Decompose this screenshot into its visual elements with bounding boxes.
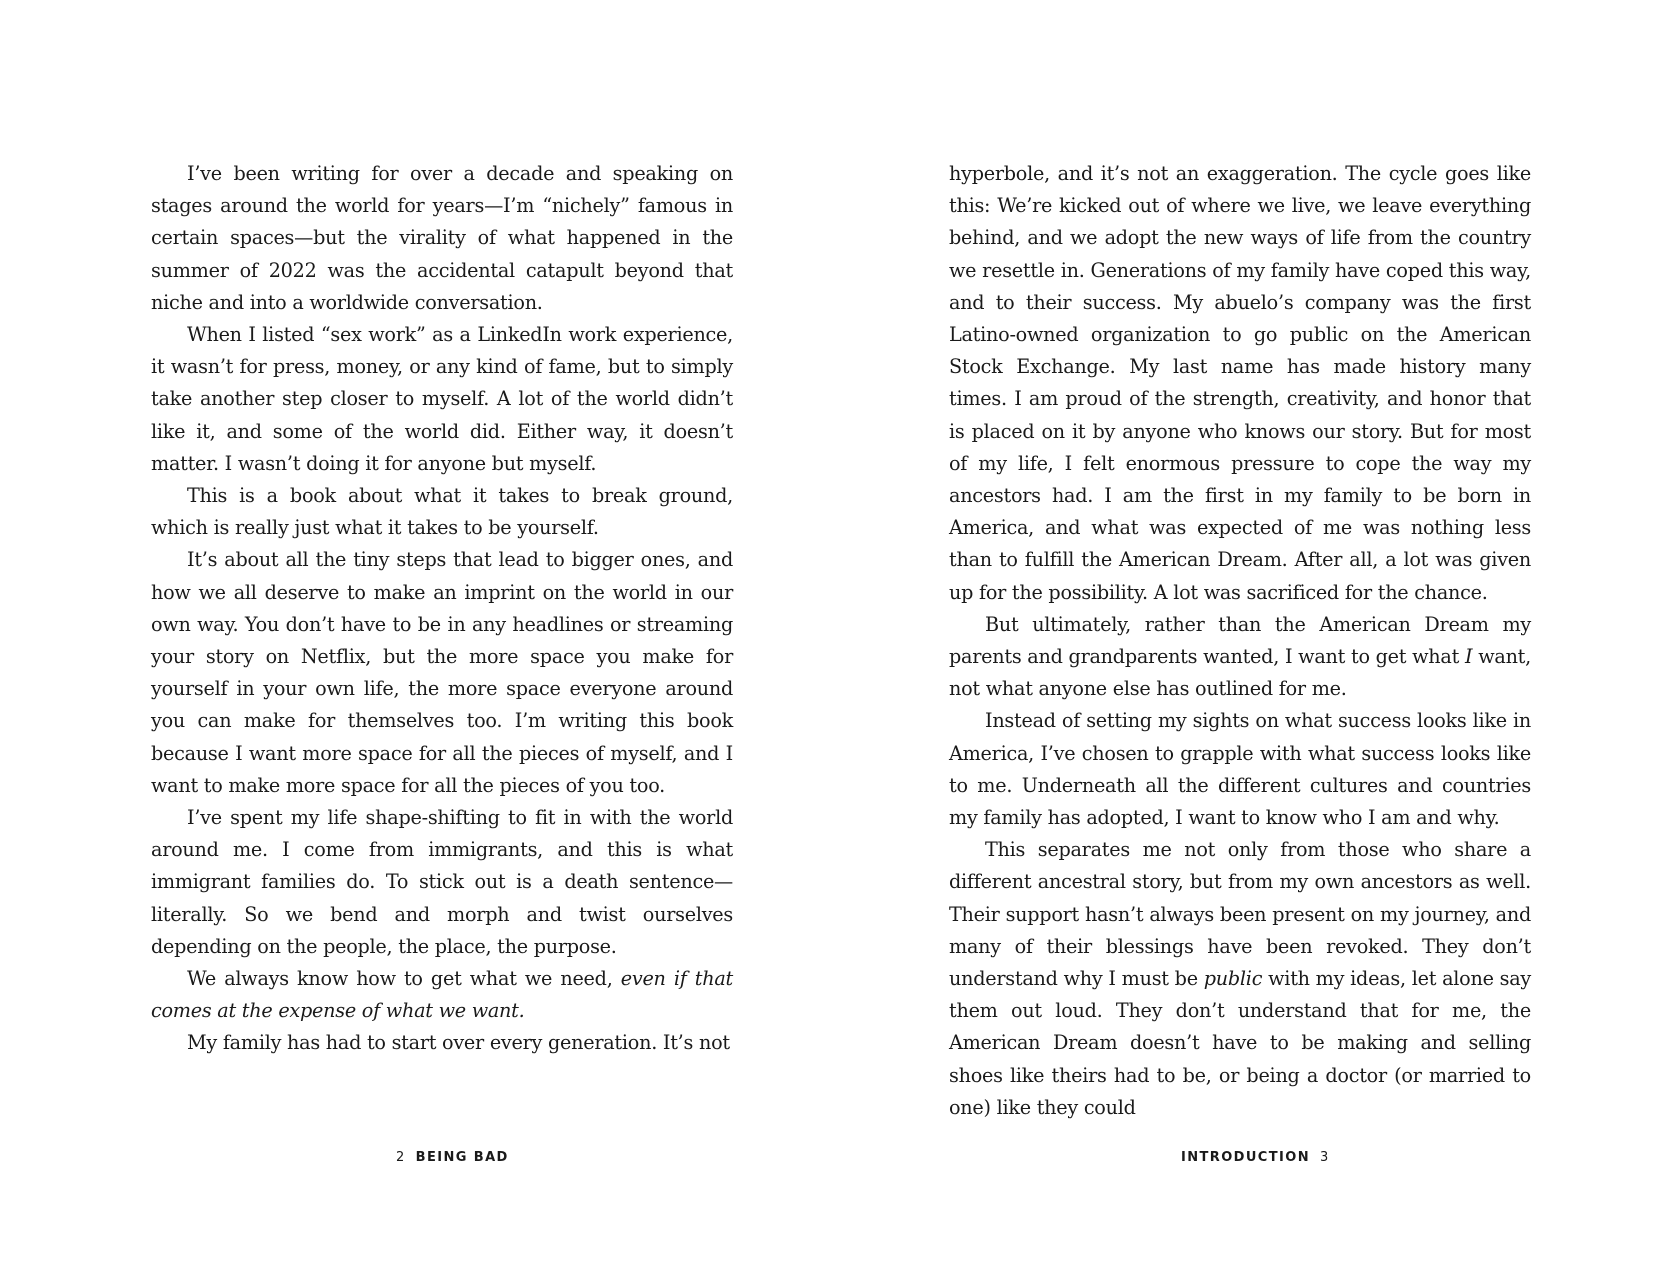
paragraph: When I listed “sex work” as a LinkedIn work experience, it wasn’t for press, money, or any kind of fame, but to simply take another step closer to myself. A lot of the world didn’t like it, and some of the world did. Either way, it doesn’t matter. I wasn’t doing it for anyone but myself. [151, 323, 733, 475]
paragraph: It’s about all the tiny steps that lead to bigger ones, and how we all deserve to make an imprint on the world in our own way. You don’t have to be in any headlines or streaming your story on Netflix, but the more space you make for yourself in your own life, the more space everyone around you can make for themselves too. I’m writing this book because I want more space for all the pieces of myself, and I want to make more space for all the pieces of you too. [151, 548, 733, 797]
paragraph: I’ve been writing for over a decade and speaking on stages around the world for years—I’m “nichely” famous in certain spaces—but the virality of what happened in the summer of 2022 was the accidental catapult beyond that niche and into a worldwide conversation. [151, 162, 733, 314]
paragraph: My family has had to start over every generation. It’s not [187, 1031, 730, 1055]
page-number: 3 [1319, 1150, 1330, 1165]
italic-emphasis: public [1203, 967, 1263, 991]
paragraph: This is a book about what it takes to break ground, which is really just what it takes to be yourself. [151, 484, 733, 540]
paragraph: Instead of setting my sights on what success looks like in America, I’ve chosen to grapple with what success looks like to me. Underneath all the different cultures and countries my family has adopted, I want to know who I am and why. [949, 709, 1531, 830]
paragraph: We always know how to get what we need, even if that comes at the expense of what we want. [151, 967, 734, 1023]
right-page-footer [1181, 1150, 1330, 1165]
italic-emphasis: even if that comes at the expense of what we want. [151, 967, 734, 1023]
paragraph: I’ve spent my life shape-shifting to fit in with the world around me. I come from immigrants, and this is what immigrant families do. To stick out is a death sentence—literally. So we bend and morph and twist ourselves depending on the people, the place, the purpose. [151, 806, 733, 958]
right-page-body [949, 158, 1531, 1124]
running-title: BEING BAD [415, 1150, 509, 1165]
page-number: 2 [396, 1150, 406, 1165]
left-page-footer [396, 1150, 509, 1165]
left-page-body [151, 158, 733, 1060]
paragraph: But ultimately, rather than the American Dream my parents and grandparents wanted, I want to get what I want, not what anyone else has outlined for me. [949, 612, 1531, 701]
paragraph: This separates me not only from those who share a different ancestral story, but from my own ancestors as well. Their support hasn’t always been present on my journey, and many of their blessings have been revoked. They don’t understand why I must be public with my ideas, let alone say them out loud. They don’t understand that for me, the American Dream doesn’t have to be making and selling shoes like theirs had to be, or being a doctor (or married to one) like they could [949, 838, 1531, 1119]
right-page [834, 0, 1668, 1272]
running-title: INTRODUCTION [1181, 1150, 1310, 1165]
paragraph-continued: hyperbole, and it’s not an exaggeration. The cycle goes like this: We’re kicked out of where we live, we leave everything behind, and we adopt the new ways of life from the country we resettle in. Generations of my family have coped this way, and to their success. My abuelo’s company was the first Latino-owned organization to go public on the American Stock Exchange. My last name has made history many times. I am proud of the strength, creativity, and honor that is placed on it by anyone who knows our story. But for most of my life, I felt enormous pressure to cope the way my ancestors had. I am the first in my family to be born in America, and what was expected of me was nothing less than to fulfill the American Dream. After all, a lot was given up for the possibility. A lot was sacrificed for the chance. [949, 162, 1531, 604]
italic-emphasis: I [1464, 645, 1473, 669]
